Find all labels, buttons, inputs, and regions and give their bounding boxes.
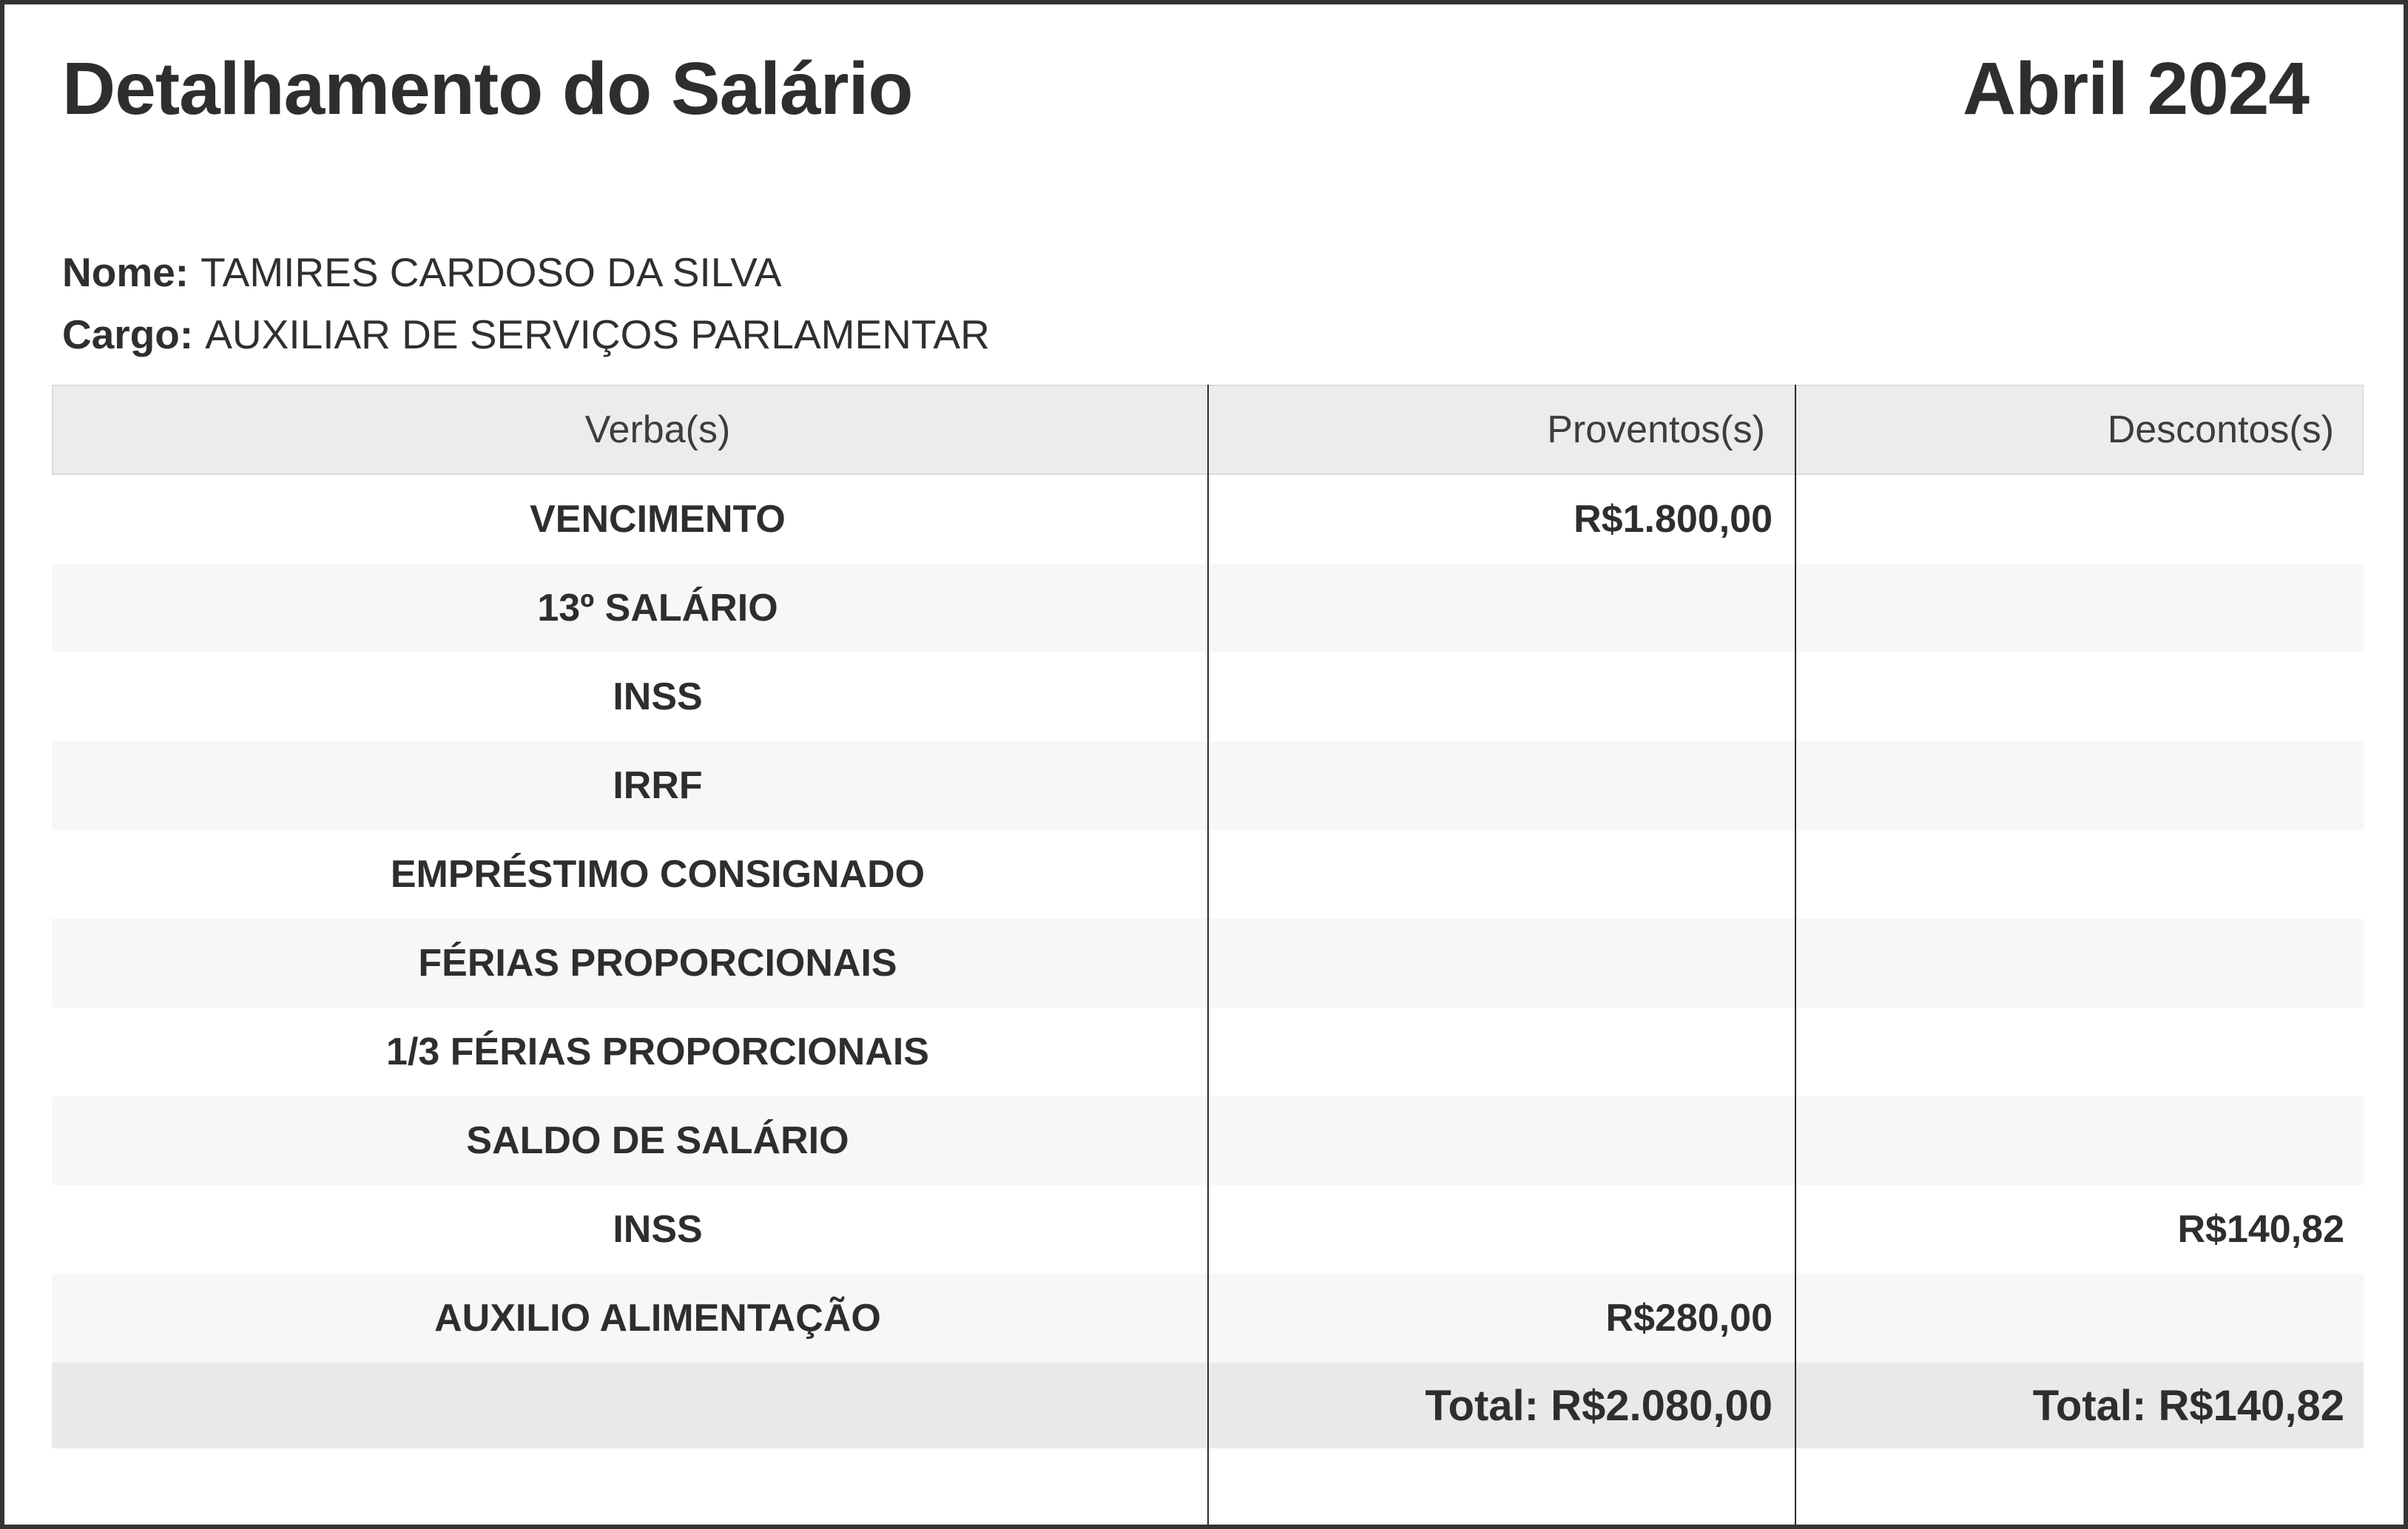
cell-descontos xyxy=(1796,1007,2364,1096)
table-row xyxy=(52,830,2364,919)
cell-verba: INSS xyxy=(52,1185,1209,1274)
title-row xyxy=(62,46,2309,132)
cell-proventos xyxy=(1209,919,1796,1007)
cell-proventos xyxy=(1209,564,1796,652)
cell-verba: IRRF xyxy=(52,741,1209,830)
cell-descontos xyxy=(1796,1096,2364,1185)
cell-descontos xyxy=(1796,830,2364,919)
filler-cell-verba xyxy=(52,1448,1209,1525)
cell-proventos xyxy=(1209,1096,1796,1185)
employee-name-value: TAMIRES CARDOSO DA SILVA xyxy=(200,249,782,295)
period-label: Abril 2024 xyxy=(1962,47,2309,130)
cell-proventos xyxy=(1209,1185,1796,1274)
cell-proventos: R$280,00 xyxy=(1209,1274,1796,1363)
cell-proventos xyxy=(1209,652,1796,741)
cell-descontos: R$140,82 xyxy=(2177,1208,2344,1251)
table-row xyxy=(52,1274,2364,1363)
total-descontos: Total: R$140,82 xyxy=(2032,1381,2344,1430)
table-row xyxy=(52,564,2364,652)
cell-verba: 1/3 FÉRIAS PROPORCIONAIS xyxy=(52,1007,1209,1096)
employee-role-value: AUXILIAR DE SERVIÇOS PARLAMENTAR xyxy=(205,311,990,357)
employee-name-label: Nome: xyxy=(62,249,189,295)
filler-cell-proventos xyxy=(1209,1448,1796,1525)
table-row xyxy=(52,741,2364,830)
employee-name-line xyxy=(62,241,2404,303)
column-header-verba: Verba(s) xyxy=(52,385,1209,475)
cell-verba: 13º SALÁRIO xyxy=(52,564,1209,652)
cell-verba: EMPRÉSTIMO CONSIGNADO xyxy=(52,830,1209,919)
employee-role-label: Cargo: xyxy=(62,311,194,357)
cell-proventos: R$1.800,00 xyxy=(1209,475,1796,564)
salary-table xyxy=(52,385,2364,1525)
table-row xyxy=(52,475,2364,564)
table-total-row xyxy=(52,1363,2364,1448)
cell-verba: FÉRIAS PROPORCIONAIS xyxy=(52,919,1209,1007)
cell-proventos xyxy=(1209,830,1796,919)
employee-role-line xyxy=(62,303,2404,365)
table-filler-row xyxy=(52,1448,2364,1525)
cell-descontos xyxy=(1796,741,2364,830)
table-row xyxy=(52,652,2364,741)
filler-cell-descontos xyxy=(1796,1448,2364,1525)
cell-descontos xyxy=(1796,475,2364,564)
table-row xyxy=(52,1185,2364,1274)
column-header-descontos: Descontos(s) xyxy=(2107,408,2334,451)
cell-descontos xyxy=(1796,652,2364,741)
table-row xyxy=(52,919,2364,1007)
cell-verba: AUXILIO ALIMENTAÇÃO xyxy=(52,1274,1209,1363)
column-header-proventos: Proventos(s) xyxy=(1209,385,1796,475)
cell-verba: INSS xyxy=(52,652,1209,741)
table-row xyxy=(52,1096,2364,1185)
cell-descontos xyxy=(1796,919,2364,1007)
total-empty-cell xyxy=(52,1363,1209,1448)
total-proventos: Total: R$2.080,00 xyxy=(1209,1363,1796,1448)
cell-verba: VENCIMENTO xyxy=(52,475,1209,564)
employee-info xyxy=(62,241,2404,365)
table-header-row xyxy=(52,385,2364,475)
cell-verba: SALDO DE SALÁRIO xyxy=(52,1096,1209,1185)
cell-proventos xyxy=(1209,741,1796,830)
table-row xyxy=(52,1007,2364,1096)
page-title: Detalhamento do Salário xyxy=(62,47,913,130)
cell-proventos xyxy=(1209,1007,1796,1096)
cell-descontos xyxy=(1796,1274,2364,1363)
cell-descontos xyxy=(1796,564,2364,652)
